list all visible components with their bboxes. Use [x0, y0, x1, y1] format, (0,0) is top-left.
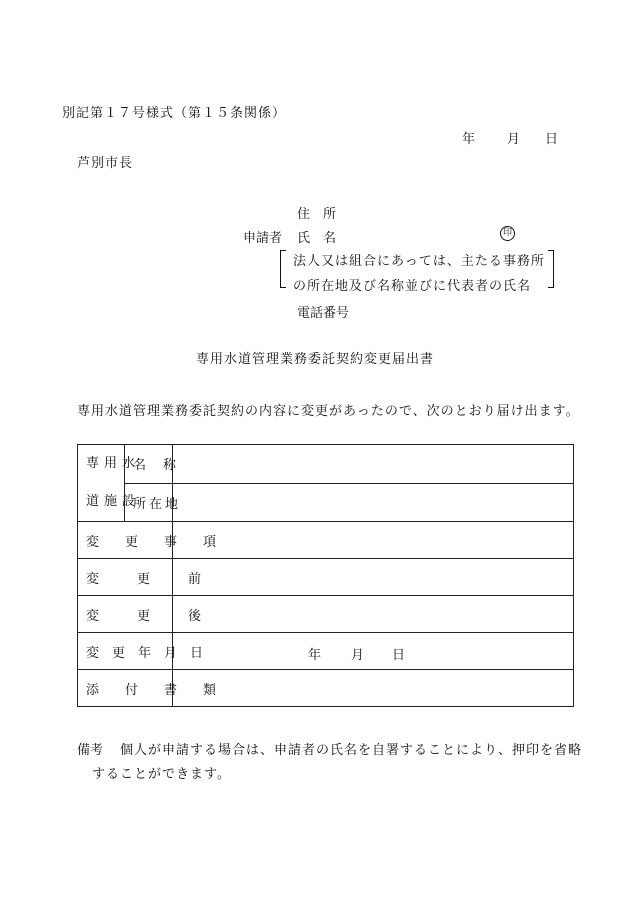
facility-group-cell — [78, 445, 141, 522]
remarks-line1: 個人が申請する場合は、申請者の氏名を自署することにより、押印を省略 — [120, 743, 583, 758]
change-date-day: 日 — [392, 648, 406, 663]
table-row-facility-location — [78, 483, 574, 522]
table-row-facility-name — [78, 445, 574, 484]
change-date-label: 変更年月日 — [78, 633, 173, 670]
date-day-label: 日 — [545, 132, 559, 147]
form-table — [77, 444, 574, 707]
date-year-label: 年 — [462, 132, 476, 147]
after-label: 変更後 — [78, 596, 173, 633]
facility-location-value[interactable] — [173, 483, 574, 522]
corp-note-line2: の所在地及び名称並びに代表者の氏名 — [293, 279, 532, 294]
applicant-name-label: 氏 名 — [297, 231, 337, 246]
facility-name-value[interactable] — [173, 445, 574, 484]
applicant-address-label: 住 所 — [297, 207, 337, 222]
seal-mark: 印 — [500, 226, 515, 241]
facility-name-label: 名 称 — [125, 445, 173, 484]
corp-note-line1: 法人又は組合にあっては、主たる事務所 — [293, 254, 545, 269]
change-item-label: 変更事項 — [78, 522, 173, 559]
form-number: 別記第１７号様式（第１５条関係） — [62, 106, 287, 121]
applicant-label: 申請者 — [243, 231, 283, 246]
addressee: 芦別市長 — [77, 156, 134, 171]
remarks-line2: することができます。 — [92, 767, 231, 782]
change-date-value[interactable] — [173, 633, 574, 670]
change-date-month: 月 — [351, 648, 365, 663]
facility-location-label: 所在地 — [125, 483, 173, 522]
table-row-before — [78, 559, 574, 596]
before-label: 変更前 — [78, 559, 173, 596]
bracket-right — [548, 250, 554, 288]
facility-group-line1: 専用水 — [86, 456, 141, 471]
table-row-change-item — [78, 522, 574, 559]
document-title: 専用水道管理業務委託契約変更届出書 — [195, 352, 434, 367]
remarks-label: 備考 — [77, 743, 104, 758]
table-row-change-date — [78, 633, 574, 670]
change-date-year: 年 — [308, 648, 322, 663]
facility-group-line2: 道施設 — [86, 494, 141, 509]
notice-text: 専用水道管理業務委託契約の内容に変更があったので、次のとおり届け出ます。 — [77, 404, 580, 419]
table-row-attachments — [78, 670, 574, 707]
attachments-label: 添付書類 — [78, 670, 173, 707]
table-row-after — [78, 596, 574, 633]
phone-label: 電話番号 — [297, 306, 350, 321]
date-month-label: 月 — [507, 132, 521, 147]
bracket-left — [280, 250, 286, 288]
